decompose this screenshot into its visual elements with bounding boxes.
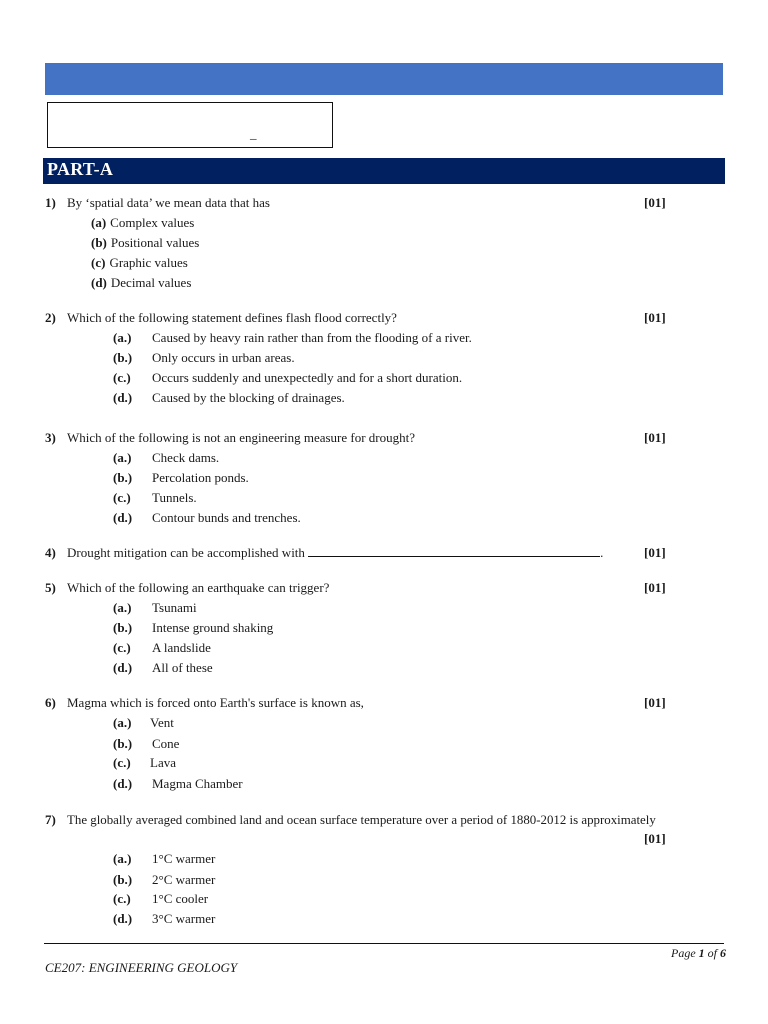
option-text: Lava [150, 755, 176, 770]
option-label: (c.) [113, 891, 131, 906]
option-text: Only occurs in urban areas. [152, 350, 295, 365]
option-label: (d.) [113, 390, 133, 405]
option-label: (b.) [113, 620, 133, 635]
option-text: Contour bunds and trenches. [152, 510, 301, 525]
option-text: Caused by heavy rain rather than from the flooding of a river. [152, 330, 472, 345]
option-text: All of these [152, 660, 213, 675]
option-label: (b.) [113, 350, 133, 365]
question-marks: [01] [644, 430, 666, 445]
option-label: (a.) [113, 851, 132, 866]
option-label: (d.) [113, 776, 133, 791]
option-1b [91, 233, 199, 253]
option-text: 2°C warmer [152, 872, 216, 887]
option-label: (c.) [113, 370, 131, 385]
question-marks: [01] [644, 195, 666, 210]
question-stem: The globally averaged combined land and ocean surface temperature over a period of 1880-2012 is approximately [67, 813, 656, 827]
question-marks: [01] [644, 580, 666, 595]
option-text: Complex values [110, 215, 195, 230]
question-marks: [01] [644, 831, 666, 846]
question-stem: Which of the following an earthquake can trigger? [67, 580, 330, 595]
option-label: (a.) [113, 330, 132, 345]
question-stem: By ‘spatial data’ we mean data that has [67, 195, 270, 210]
option-label: (b) [91, 235, 107, 250]
question-number: 6) [45, 695, 56, 710]
part-header [43, 158, 725, 184]
option-text: Vent [150, 715, 174, 730]
option-text: Check dams. [152, 450, 220, 465]
option-label: (b.) [113, 470, 133, 485]
option-label: (c.) [113, 490, 131, 505]
option-text: Tsunami [152, 600, 197, 615]
option-text: 1°C cooler [152, 891, 209, 906]
option-label: (c.) [113, 755, 131, 770]
header-banner [45, 63, 723, 95]
option-text: Caused by the blocking of drainages. [152, 390, 345, 405]
question-number: 1) [45, 195, 56, 210]
option-label: (a) [91, 215, 107, 230]
question-stem-text: Drought mitigation can be accomplished with [67, 545, 305, 560]
question-stem [67, 543, 603, 563]
name-box-mark: _ [250, 126, 257, 141]
question-stem-end: . [600, 545, 604, 560]
question-7-marks-row [45, 829, 725, 849]
option-text: Positional values [110, 235, 200, 250]
question-marks: [01] [644, 695, 666, 710]
question-marks: [01] [644, 310, 666, 325]
question-1 [45, 193, 725, 213]
question-4 [45, 543, 725, 563]
name-box [47, 102, 333, 148]
option-1d [91, 273, 191, 293]
option-text: Tunnels. [152, 490, 197, 505]
question-stem: Magma which is forced onto Earth's surface is known as, [67, 695, 364, 710]
footer-rule [44, 943, 724, 944]
option-1c [91, 253, 188, 273]
option-label: (d.) [113, 911, 133, 926]
page-of: of [704, 946, 720, 960]
option-text: A landslide [152, 640, 211, 655]
question-number: 2) [45, 310, 56, 325]
answer-blank[interactable] [308, 544, 600, 557]
option-label: (a.) [113, 600, 132, 615]
option-text: Occurs suddenly and unexpectedly and for a short duration. [152, 370, 463, 385]
question-number: 5) [45, 580, 56, 595]
page-total: 6 [720, 946, 726, 960]
option-label: (a.) [113, 450, 132, 465]
question-number: 3) [45, 430, 56, 445]
option-label: (a.) [113, 715, 132, 730]
question-number: 4) [45, 545, 56, 560]
option-text: Decimal values [110, 275, 192, 290]
option-label: (d) [91, 275, 107, 290]
question-6 [45, 693, 725, 713]
option-text: Magma Chamber [152, 776, 243, 791]
option-label: (d.) [113, 510, 133, 525]
option-label: (b.) [113, 736, 133, 751]
option-text: Intense ground shaking [152, 620, 274, 635]
question-stem: Which of the following is not an engineering measure for drought? [67, 430, 416, 445]
page-prefix: Page [671, 946, 699, 960]
option-text: 3°C warmer [152, 911, 216, 926]
question-number: 7) [45, 812, 56, 827]
question-3 [45, 428, 725, 448]
question-stem: Which of the following statement defines flash flood correctly? [67, 310, 397, 325]
question-marks: [01] [644, 545, 666, 560]
page-current: 1 [698, 946, 705, 960]
course-title: CE207: ENGINEERING GEOLOGY [45, 960, 238, 975]
option-label: (d.) [113, 660, 133, 675]
page-number [671, 946, 726, 961]
part-header-title: PART-A [47, 159, 114, 179]
option-text: Percolation ponds. [152, 470, 249, 485]
option-label: (b.) [113, 872, 133, 887]
question-2 [45, 308, 725, 328]
question-5 [45, 578, 725, 598]
option-1a [91, 213, 194, 233]
option-text: Cone [152, 736, 180, 751]
option-label: (c) [91, 255, 106, 270]
option-label: (c.) [113, 640, 131, 655]
question-7 [45, 810, 725, 830]
option-text: 1°C warmer [152, 851, 216, 866]
option-text: Graphic values [109, 255, 188, 270]
